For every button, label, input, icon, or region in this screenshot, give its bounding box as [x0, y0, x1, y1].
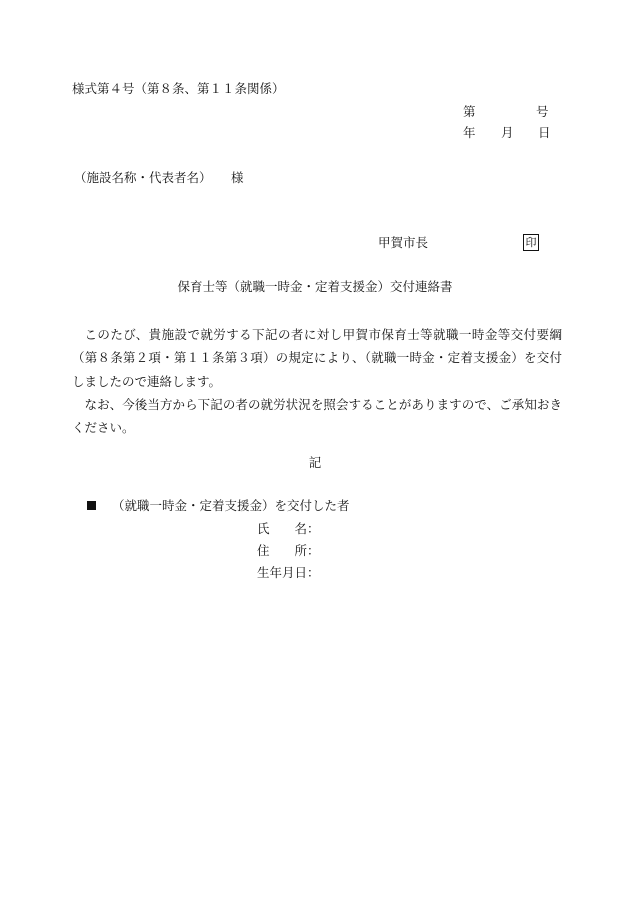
recipient-section-heading-text: （就職一時金・定着支援金）を交付した者	[112, 498, 350, 513]
body-paragraph: このたび、貴施設で就労する下記の者に対し甲賀市保育士等就職一時金等交付要綱（第８条第２項・第１１条第３項）の規定により、（就職一時金・定着支援金）を交付しましたので連絡します。	[72, 327, 562, 389]
seal-stamp-icon: 印	[523, 234, 539, 251]
document-number-suffix: 号	[536, 104, 549, 119]
body-paragraph: なお、今後当方から下記の者の就労状況を照会することがありますので、ご承知おきください。	[72, 396, 562, 436]
form-number-label: 様式第４号（第８条、第１１条関係）	[72, 81, 285, 96]
sender-title: 甲賀市長	[378, 235, 429, 250]
addressee-honorific: 様	[231, 170, 244, 185]
date-day-label: 日	[538, 125, 551, 140]
document-number-prefix: 第	[463, 104, 476, 119]
recipient-name-field: 氏 名：	[257, 521, 320, 536]
date-year-label: 年	[463, 125, 476, 140]
body-text	[72, 323, 562, 439]
date-month-label: 月	[501, 125, 514, 140]
recipient-section-heading	[87, 500, 350, 513]
document-title: 保育士等（就職一時金・定着支援金）交付連絡書	[177, 279, 453, 294]
recipient-address-field: 住 所：	[257, 543, 320, 558]
addressee-name-placeholder: （施設名称・代表者名）	[74, 170, 212, 185]
recipient-birthdate-field: 生年月日：	[257, 565, 320, 580]
ki-heading: 記	[308, 455, 322, 470]
square-bullet-icon	[87, 501, 96, 510]
